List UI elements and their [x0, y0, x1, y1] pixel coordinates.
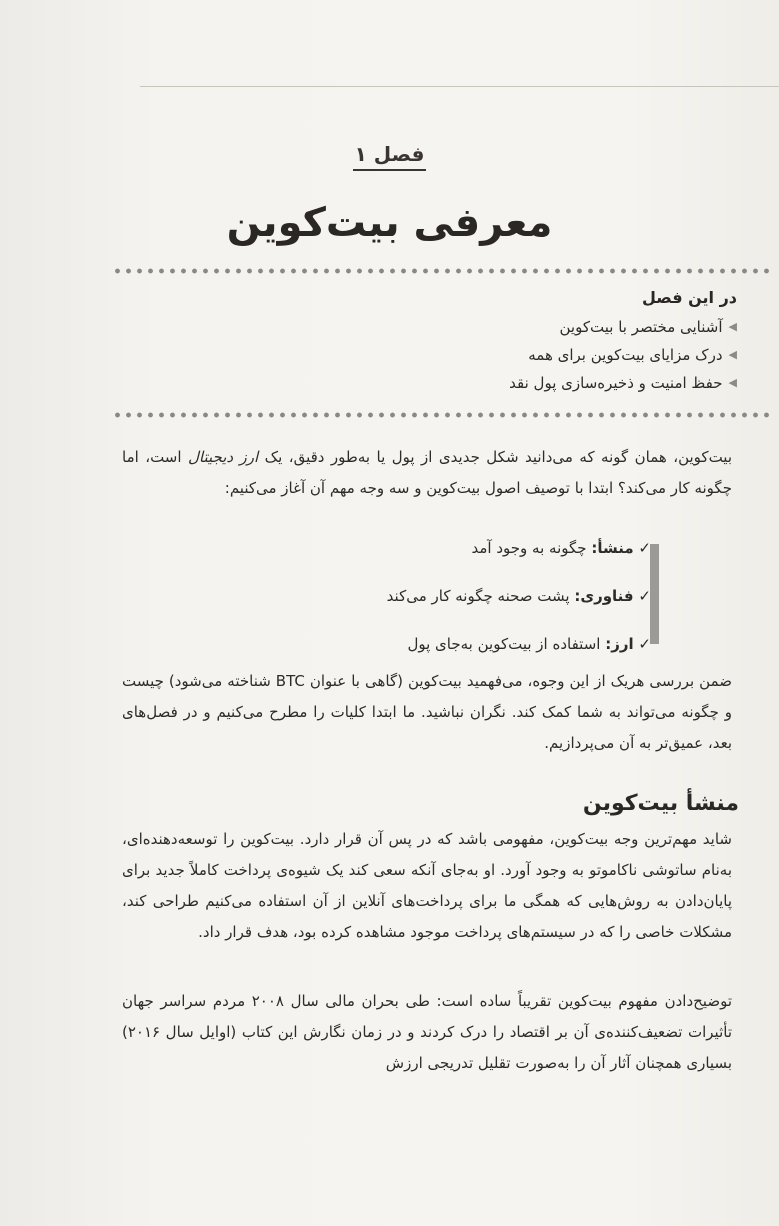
origin-paragraph-2: توضیح‌دادن مفهوم بیت‌کوین تقریباً ساده است: طی بحران مالی سال ۲۰۰۸ مردم سراسر جهان تأثیرات تضعیف‌کننده‌ی آن بر اقتصاد را درک کردند و در زمان نگارش این کتاب (اوایل سال ۲۰۱۶) بسیاری همچنان آثار آن را به‌صورت تقلیل تدریجی ارزش: [122, 992, 732, 1072]
check-icon: ✓: [638, 587, 651, 605]
aspects-checklist: [151, 538, 651, 682]
check-icon: ✓: [638, 539, 651, 557]
italic-term: ارز دیجیتال: [188, 448, 259, 466]
in-this-chapter-box: [117, 288, 737, 397]
list-item: ◀ درک مزایای بیت‌کوین برای همه: [117, 341, 737, 369]
chapter-number: فصل ۱: [353, 142, 427, 171]
triangle-bullet-icon: ◀: [728, 376, 737, 389]
checklist-item: ✓ فناوری: پشت صحنه چگونه کار می‌کند: [386, 587, 651, 605]
dotted-divider-bottom: [112, 412, 770, 418]
in-this-chapter-heading: در این فصل: [642, 288, 737, 307]
chapter-title: معرفی بیت‌کوین: [226, 200, 553, 246]
list-item: ◀ حفظ امنیت و ذخیره‌سازی پول نقد: [117, 369, 737, 397]
header-rule: [140, 86, 779, 87]
checklist-item: ✓ منشأ: چگونه به وجود آمد: [471, 539, 651, 557]
list-item: ◀ آشنایی مختصر با بیت‌کوین: [117, 313, 737, 341]
triangle-bullet-icon: ◀: [728, 348, 737, 361]
origin-paragraph-1: شاید مهم‌ترین وجه بیت‌کوین، مفهومی باشد که در پس آن قرار دارد. بیت‌کوین را توسعه‌دهنده‌ای، به‌نام ساتوشی ناکاموتو به وجود آورد. او به‌جای آنکه سعی کند یک شیوه‌ی پرداخت کاملاً جدید برای پایان‌دادن به روش‌هایی که همگی ما برای پرداخت‌های آنلاین از آن استفاده می‌کنیم طراحی کند، مشکلات خاصی را که در سیستم‌های پرداخت موجود مشاهده کرده بود، هدف قرار داد.: [122, 830, 732, 941]
chapter-label: [0, 142, 779, 166]
intro-paragraph: بیت‌کوین، همان گونه که می‌دانید شکل جدیدی از پول یا به‌طور دقیق، یک ارز دیجیتال است، اما چگونه کار می‌کند؟ ابتدا با توصیف اصول بیت‌کوین و سه وجه مهم آن آغاز می‌کنیم:: [122, 448, 732, 497]
section-heading: منشأ بیت‌کوین: [582, 791, 739, 816]
in-this-chapter-list: [117, 313, 737, 397]
check-icon: ✓: [638, 635, 651, 653]
triangle-bullet-icon: ◀: [728, 320, 737, 333]
overview-paragraph: ضمن بررسی هریک از این وجوه، می‌فهمید بیت‌کوین (گاهی با عنوان BTC شناخته می‌شود) چیست و چگونه می‌تواند به شما کمک کند. نگران نباشید. ما ابتدا کلیات را مطرح می‌کنیم و در فصل‌های بعد، عمیق‌تر به آن می‌پردازیم.: [122, 672, 733, 752]
dotted-divider-top: [112, 268, 770, 274]
sidebar-bar: [650, 544, 659, 644]
checklist-item: ✓ ارز: استفاده از بیت‌کوین به‌جای پول: [407, 635, 651, 653]
